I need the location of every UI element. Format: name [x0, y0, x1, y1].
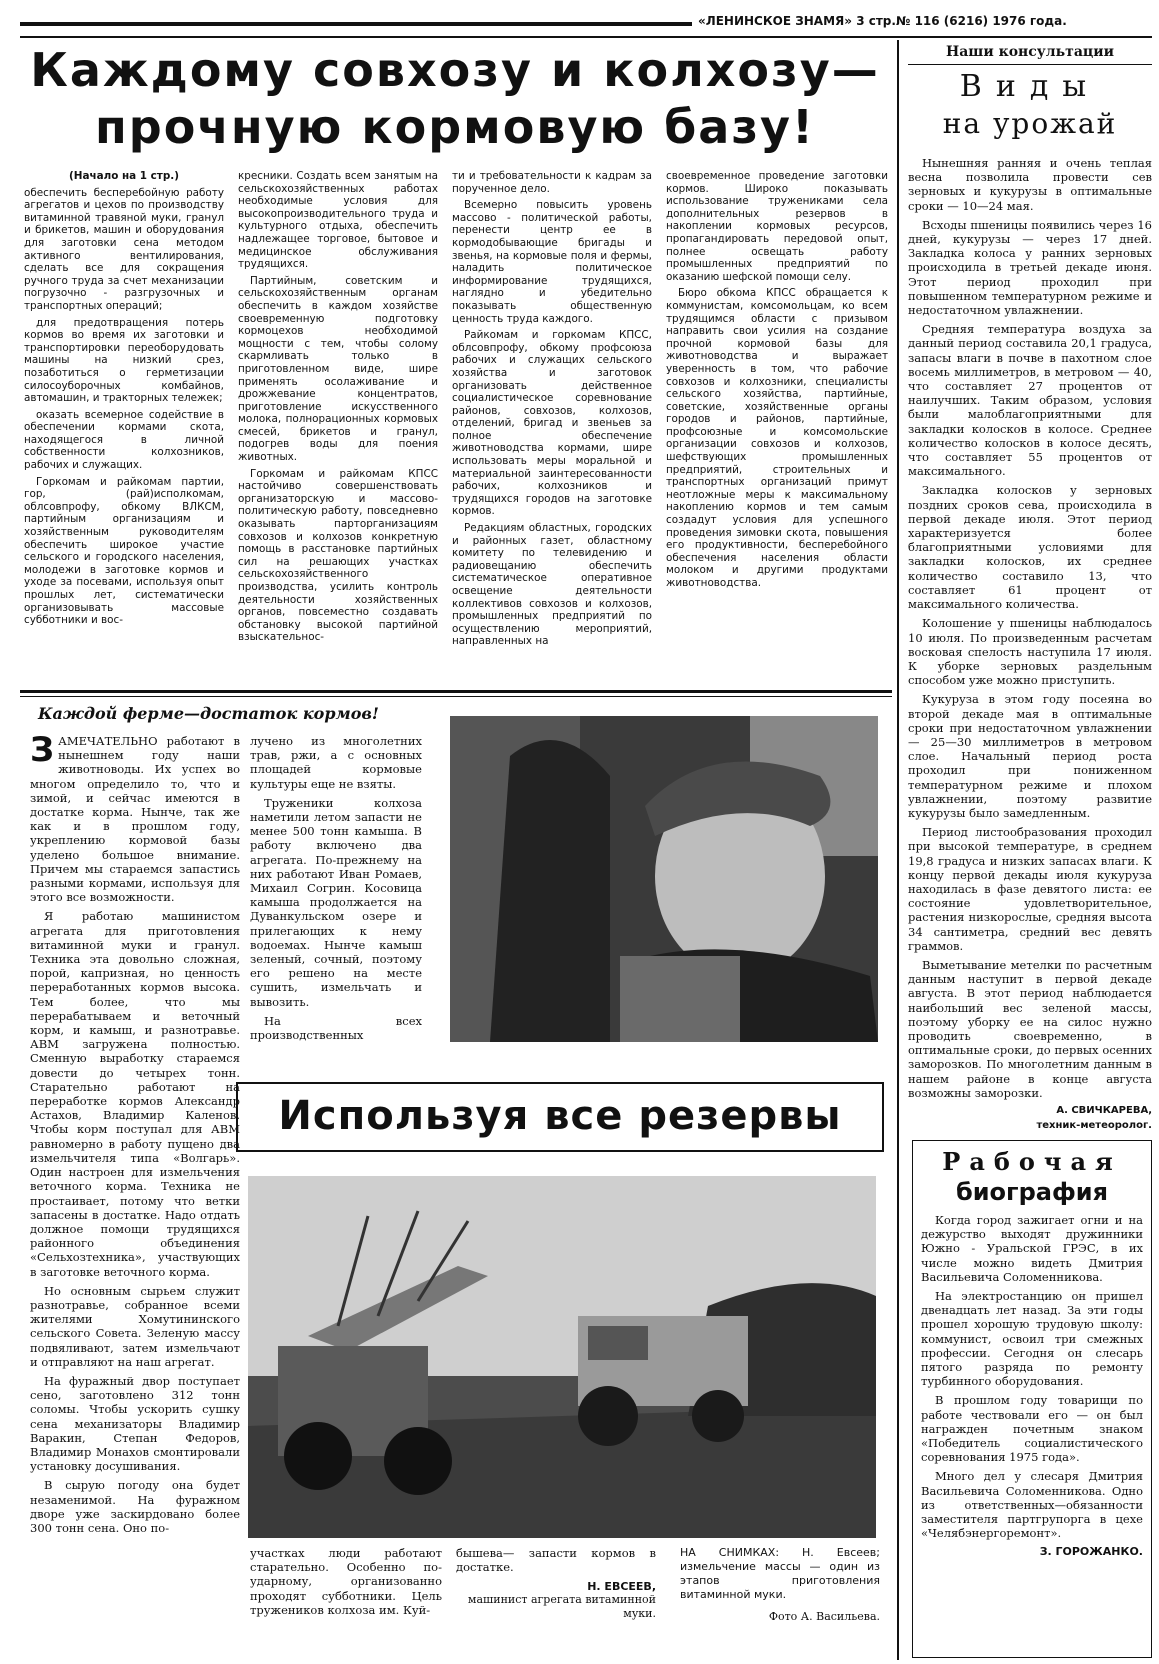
- continued-note: (Начало на 1 стр.): [69, 170, 179, 182]
- drop-cap: З: [30, 730, 55, 770]
- main-article-column-2: [238, 170, 438, 680]
- photo-field-machinery: [248, 1176, 876, 1538]
- main-article-column-1: [24, 170, 224, 680]
- consult-title-line-1: Виды: [959, 69, 1101, 104]
- photo-credit: Фото А. Васильева.: [768, 1610, 880, 1623]
- paragraph: Горкомам и райкомам КПСС настойчиво совершенствовать организаторскую и массово-политическую работу, повседневно оказывать парторганизациям совхозов и колхозов конкретную помощь в расстановке партийных сил на решающих участках сельскохозяйственного производства, усилить контроль деятельности хозяйственных органов, повсеместно создавать обстановку высокой партийной взыскательнос-: [238, 467, 438, 644]
- paragraph: Бюро обкома КПСС обращается к коммунистам, комсомольцам, ко всем трудящимся области с призывом направить свои усилия на создание прочной кормовой базы для животноводства и выражает уверенность в том, что рабочие совхозов и колхозники, специалисты сельского хозяйства, партийные, советские, хозяйственные органы городов и районов, партийные, профсоюзные и комсомольские организации совхозов и колхозов, шефствующих промышленных предприятий, строительных и транспортных организаций примут неотложные меры к максимальному накоплению кормов и тем самым создадут условия для успешного проведения зимовки скота, повышения его продуктивности, бесперебойного обеспечения населения области молоком и другими продуктами животноводства.: [666, 287, 888, 589]
- main-headline-line-1: Каждому совхозу и колхозу—: [30, 43, 880, 97]
- paragraph: Я работаю машинистом агрегата для приготовления витаминной муки и гранул. Техника эта довольно сложная, порой, капризная, но ценность переработанных кормов высока. Тем более, что мы перерабатываем и веточный корм, и камыш, и разнотравье. АВМ загружена полностью. Сменную выработку стараемся довести до четырех тонн. Старательно работают на переработке кормов Александр Астахов, Владимир Каленов. Чтобы корм поступал для АВМ равномерно в работу пущено два измельчителя типа «Волгарь». Один настроен для измельчения веточного корма. Техника не простаивает, потому что ветки запасены в достатке. Надо отдать должное помощи трудящихся районного объединения «Сельхозтехника», участвующих в заготовке веточного корма.: [30, 909, 240, 1279]
- photo-field-machinery-image: [248, 1176, 876, 1538]
- consult-title: [908, 68, 1152, 152]
- paragraph: На фуражный двор поступает сено, заготовлено 312 тонн соломы. Чтобы ускорить сушку сена механизаторы Владимир Варакин, Степан Федоров, Владимир Монахов смонтировали установку досушивания.: [30, 1373, 240, 1474]
- bio-box: [912, 1140, 1152, 1658]
- farm-article-column-2: [250, 734, 422, 1043]
- paragraph: Колошение у пшеницы наблюдалось 10 июля. По произведенным расчетам восковая спелость наступила 17 июля. К уборке зерновых раздельным способом уже можно приступить.: [908, 616, 1152, 688]
- paragraph: Нынешняя ранняя и очень теплая весна позволила провести сев зерновых и кукурузы в оптимальные сроки — 10—24 мая.: [908, 156, 1152, 213]
- paragraph: Кукуруза в этом году посеяна во второй декаде мая в оптимальные сроки при недостаточном увлажнении— 25—30 миллиметров в метровом слое. Начальный период роста проходил при пониженном температурном режиме и плохом увлажнении, поэтому развитие кукурузы было замедленным.: [908, 692, 1152, 820]
- paragraph: ти и требовательности к кадрам за порученное дело.: [452, 170, 652, 195]
- paragraph: В прошлом году товарищи по работе чествовали его — он был награжден почетным знаком «Победитель социалистического соревнования 1975 года».: [921, 1393, 1143, 1465]
- main-article-column-4: [666, 170, 888, 680]
- paragraph: обеспечить бесперебойную работу агрегатов и цехов по производству витаминной травяной муки, гранул и брикетов, машин и оборудования для заготовки сена методом активного вентилирования, сделать все для сокращения ручного труда за счет механизации погрузочно - разгрузочных и транспортных операций;: [24, 186, 224, 312]
- paragraph: Горкомам и райкомам партии, гор, (рай)исполкомам, облсовпрофу, обкому ВЛКСМ, партийным организациям и хозяйственным руководителям обеспечить широкое участие сельского и городского населения, молодежи в заготовке кормов и уходе за посевами, используя опыт прошлых лет, систематически организовывать массовые субботники и вос-: [24, 475, 224, 627]
- consult-rubric-rule: [908, 64, 1152, 65]
- consult-body: [908, 156, 1152, 1134]
- consult-title-line-2: на урожай: [942, 107, 1118, 140]
- section-rule: [20, 690, 892, 693]
- paragraph-text: АМЕЧАТЕЛЬНО работают в нынешнем году наши животноводы. Их успех во многом определило то, что и зимой, и сейчас имеются в достатке корма. Нынче, так же как и в прошлом году, укреплению кормовой базы уделено большое внимание. Причем мы стараемся запастись разными кормами, используя для этого все возможности.: [30, 734, 240, 905]
- paragraph: Райкомам и горкомам КПСС, облсовпрофу, обкому профсоюза рабочих и служащих сельского хозяйства и заготовок организовать действенное социалистическое соревнование районов, совхозов, колхозов, отделений, бригад и звеньев за полное обеспечение животноводства кормами, шире использовать меры моральной и материальной заинтересованности рабочих, колхозников и трудящихся городов на заготовке кормов.: [452, 329, 652, 518]
- paragraph: для предотвращения потерь кормов во время их заготовки и транспортировки переоборудовать машины на низкий срез, позаботиться о герметизации силосоуборочных комбайнов, автомашин, и тракторных тележек;: [24, 316, 224, 405]
- masthead-underline: [20, 36, 1152, 38]
- author-role: машинист агрегата витаминной муки.: [467, 1593, 656, 1621]
- masthead-rule: [20, 22, 692, 26]
- paragraph: На всех производственных: [250, 1013, 422, 1043]
- reserves-banner: [236, 1082, 884, 1152]
- photo-caption: НА СНИМКАХ: Н. Евсеев; измельчение массы — один из этапов приготовления витаминной муки.: [680, 1546, 880, 1601]
- bio-title-line-2: биография: [955, 1178, 1108, 1206]
- paragraph: Средняя температура воздуха за данный период составила 20,1 градуса, запасы влаги в почве в пахотном слое восемь миллиметров, в метровом — 40, что составляет 27 процентов от наилучших. Таким образом, условия были малоблагоприятными для закладки колосков в колосе. Среднее количество колосков в колосе десять, что составляет 55 процентов от максимального.: [908, 322, 1152, 479]
- paragraph: Труженики колхоза наметили летом запасти не менее 500 тонн камыша. В работу включено два агрегата. По-прежнему на них работают Иван Ромаев, Михаил Согрин. Косовица камыша продолжается на Дуванкульском озере и прилегающих к нему водоемах. Нынче камыш зеленый, сочный, поэтому его решено на месте сушить, измельчать и вывозить.: [250, 795, 422, 1009]
- bio-title-line-1: Рабочая: [942, 1147, 1122, 1176]
- paragraph: На электростанцию он пришел двенадцать лет назад. За эти годы прошел хорошую трудовую школу: коммунист, освоил три смежных профессии. Сегодня он слесарь пятого разряда по ремонту турбинного оборудования.: [921, 1289, 1143, 1389]
- photo-machinist-image: [450, 716, 878, 1042]
- paragraph: участках люди работают старательно. Особенно по-ударному, организованно проходят субботники. Цель тружеников колхоза им. Куй-: [250, 1546, 442, 1617]
- farm-article-bottom-column-2: [456, 1546, 656, 1662]
- paragraph: Всходы пшеницы появились через 16 дней, кукурузы — через 17 дней. Закладка колоса у ранних зерновых происходила в третьей декаде июня. Этот период проходил при повышенном температурном режиме и недостаточном увлажнении.: [908, 217, 1152, 318]
- author-signature: Н. ЕВСЕЕВ,: [587, 1580, 656, 1594]
- paragraph: бышева— запасти кормов в достатке.: [456, 1546, 656, 1575]
- paragraph: Период листообразования проходил при высокой температуре, в среднем 19,8 градуса и низких запасах влаги. К концу первой декады июля кукуруза находилась в фазе девятого листа: ее состояние удовлетворительное, растения низкорослые, средняя высота 34 сантиметра, средний вес девять граммов.: [908, 825, 1152, 953]
- consult-rubric: Наши консультации: [945, 44, 1114, 60]
- masthead: «ЛЕНИНСКОЕ ЗНАМЯ» 3 стр.№ 116 (6216) 1976 года.: [698, 14, 1067, 28]
- paragraph: [30, 730, 240, 905]
- paragraph: кресники. Создать всем занятым на сельскохозяйственных работах необходимые условия для высокопроизводительного труда и культурного отдыха, обеспечить надлежащее торговое, бытовое и медицинское обслуживания трудящихся.: [238, 170, 438, 271]
- consult-author: А. СВИЧКАРЕВА,: [1056, 1105, 1152, 1116]
- paragraph: Когда город зажигает огни и на дежурство выходят дружинники Южно - Уральской ГРЭС, в их числе можно видеть Дмитрия Васильевича Соломенникова.: [921, 1213, 1143, 1284]
- photo-machinist: [450, 716, 878, 1042]
- photo-caption-block: [680, 1546, 880, 1662]
- farm-article-column-1: [30, 730, 240, 1664]
- paragraph: Выметывание метелки по расчетным данным наступит в первой декаде августа. В этот период наблюдается наибольший вес зеленой массы, поэтому уборку ее на силос нужно проводить своевременно, в оптимальные сроки, до первых осенних заморозков. По многолетним данным в нашем районе в конце августа возможны заморозки.: [908, 957, 1152, 1100]
- paragraph: оказать всемерное содействие в обеспечении кормами скота, находящегося в личной собственности колхозников, рабочих и служащих.: [24, 408, 224, 472]
- paragraph: Редакциям областных, городских и районных газет, областному комитету по телевидению и радиовещанию обеспечить систематическое оперативное освещение деятельности коллективов совхозов и колхозов, промышленных предприятий по осуществлению мероприятий, направленных на: [452, 522, 652, 648]
- paragraph: Закладка колосков у зерновых поздних сроков сева, происходила в первой декаде июля. Этот период характеризуется более благоприятными условиями для закладки колосков, их среднее количество составило 13, что составляет 61 процент от максимального количества.: [908, 483, 1152, 612]
- farm-article-title: Каждой ферме—достаток кормов!: [38, 704, 379, 723]
- paragraph: Партийным, советским и сельскохозяйственным органам обеспечить в каждом хозяйстве своевременную подготовку кормоцехов необходимой мощности с тем, чтобы солому скармливать только в приготовленном виде, шире применять осолаживание и дрожжевание концентратов, приготовление искусственного молока, полнорационных кормовых смесей, брикетов и гранул, подогрев воды для поения животных.: [238, 274, 438, 464]
- paragraph: Но основным сырьем служит разнотравье, собранное всеми жителями Хомутининского сельского Совета. Зеленую массу подвяливают, затем измельчают и отправляют на наш агрегат.: [30, 1283, 240, 1369]
- column-divider: [897, 40, 899, 1660]
- main-headline-line-2: прочную кормовую базу!: [94, 100, 816, 154]
- paragraph: Много дел у слесаря Дмитрия Васильевича Соломенникова. Одно из ответственных—обязанности заместителя партгрупорга в цехе «Челябэнергоремонт».: [921, 1469, 1143, 1541]
- bio-author: З. ГОРОЖАНКО.: [1039, 1545, 1143, 1559]
- farm-article-bottom-column-1: [250, 1546, 442, 1662]
- paragraph: своевременное проведение заготовки кормов. Широко показывать использование тружениками села дополнительных резервов в накоплении кормовых ресурсов, пропагандировать передовой опыт, полнее освещать работу промышленных предприятий по оказанию шефской помощи селу.: [666, 170, 888, 283]
- reserves-banner-title: Используя все резервы: [278, 1093, 842, 1139]
- main-headline: [20, 42, 890, 164]
- section-rule-thin: [20, 696, 892, 697]
- paragraph: лучено из многолетних трав, ржи, а с основных площадей кормовые культуры еще не взяты.: [250, 734, 422, 791]
- paragraph: Всемерно повысить уровень массово - политической работы, перенести центр ее в кормодобывающие бригады и звенья, на кормовые поля и фермы, наладить политическое информирование трудящихся, наглядно и убедительно показывать общественную ценность труда каждого.: [452, 199, 652, 325]
- main-article-column-3: [452, 170, 652, 680]
- consult-author-role: техник-метеоролог.: [1036, 1120, 1152, 1131]
- paragraph: В сырую погоду она будет незаменимой. На фуражном дворе уже заскирдовано более 300 тонн сена. Оно по-: [30, 1478, 240, 1535]
